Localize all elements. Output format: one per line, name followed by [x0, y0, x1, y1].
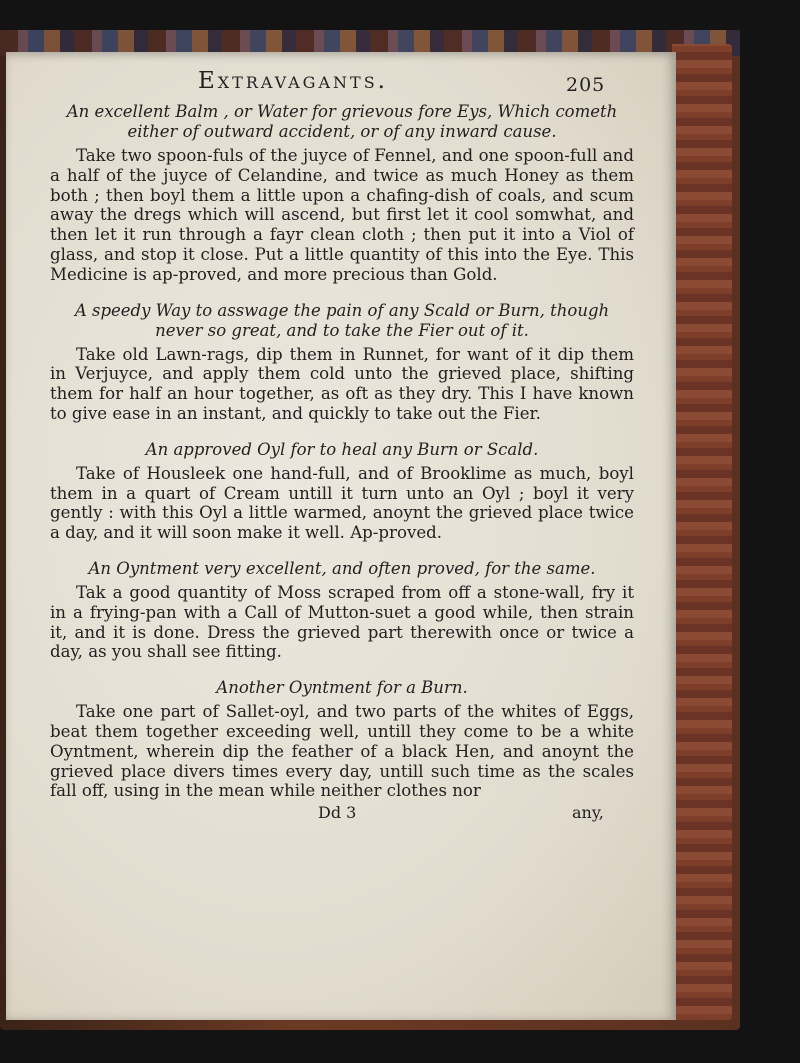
running-title: Extravagants. [198, 68, 388, 94]
recipe-heading: An approved Oyl for to heal any Burn or Scald. [145, 439, 539, 459]
recipe-oyntment [50, 559, 634, 662]
recipe-eye-balm [50, 102, 634, 285]
signature-mark: Dd 3 [318, 803, 357, 823]
recipe-body: Take two spoon-fuls of the juyce of Fennel, and one spoon-full and a half of the juyce of Celandine, and twice as much Honey as them both ; then boyl them a little upon a chafing-dish of coals, and scum away the dregs which will ascend, but first let it cool somwhat, and then let it run through a fayr clean cloth ; then put it into a Viol of glass, and stop it close. Put a little quantity of this into the Eye. This Medicine is ap-proved, and more precious than Gold. [50, 146, 634, 284]
recipe-heading: An excellent Balm , or Water for grievous fore Eys, Which cometh either of outward accident, or of any inward cause. [66, 102, 618, 141]
catchword: any, [572, 803, 604, 823]
recipe-burn-oyntment [50, 678, 634, 801]
page-edges [672, 44, 732, 1020]
recipe-body: Tak a good quantity of Moss scraped from off a stone-wall, fry it in a frying-pan with a Call of Mutton-suet a good while, then strain it, and it is done. Dress the grieved part therewith once or twice a day, as you shall see fitting. [50, 582, 634, 662]
page-footer [50, 803, 634, 827]
recipe-scald-remedy [50, 301, 634, 424]
recipe-heading: A speedy Way to asswage the pain of any Scald or Burn, though never so great, and to take the Fier out of it. [74, 300, 610, 340]
book-page [6, 52, 676, 1020]
recipe-burn-oyl [50, 440, 634, 543]
page-header [50, 62, 634, 102]
text-block [50, 62, 634, 827]
recipe-heading: An Oyntment very excellent, and often proved, for the same. [88, 558, 596, 578]
page-number: 205 [566, 74, 606, 96]
recipe-body: Take one part of Sallet-oyl, and two parts of the whites of Eggs, beat them together exceeding well, untill they come to be a white Oyntment, wherein dip the feather of a black Hen, and anoynt the grieved place divers times every day, untill such time as the scales fall off, using in the mean while neither clothes nor [50, 702, 634, 801]
recipe-body: Take of Housleek one hand-full, and of Brooklime as much, boyl them in a quart of Cream untill it turn unto an Oyl ; boyl it very gently : with this Oyl a little warmed, anoynt the grieved place twice a day, and it will soon make it well. Ap-proved. [50, 463, 634, 543]
recipe-heading: Another Oyntment for a Burn. [216, 678, 468, 698]
recipe-body: Take old Lawn-rags, dip them in Runnet, for want of it dip them in Verjuyce, and apply them cold unto the grieved place, shifting them for half an hour together, as oft as they dry. This I have known to give ease in an instant, and quickly to take out the Fier. [50, 344, 634, 423]
